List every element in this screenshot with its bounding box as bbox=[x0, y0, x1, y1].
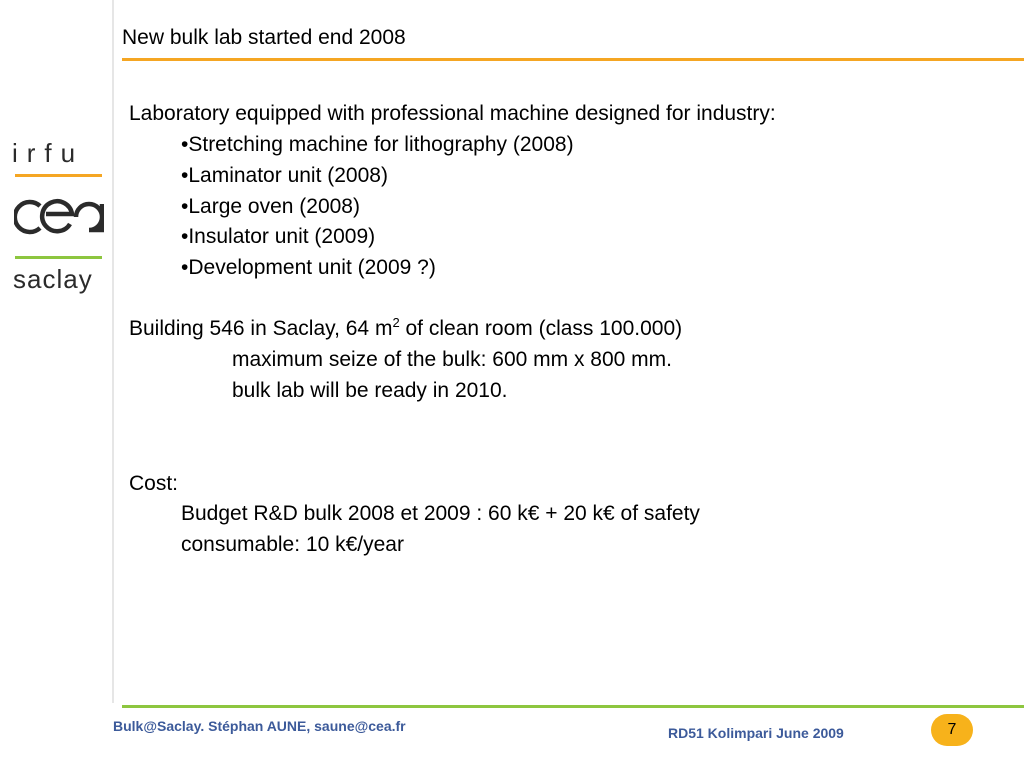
slide-title: New bulk lab started end 2008 bbox=[122, 26, 406, 49]
building-text bbox=[129, 313, 682, 344]
page-number-badge bbox=[931, 714, 973, 746]
building-text-main: Building 546 in Saclay, 64 m bbox=[129, 317, 393, 340]
cost-consumable-text: consumable: 10 k€/year bbox=[181, 533, 404, 556]
bullet-item: •Stretching machine for lithography (2008) bbox=[181, 133, 574, 156]
cost-budget-text: Budget R&D bulk 2008 et 2009 : 60 k€ + 20 k€ of safety bbox=[181, 502, 700, 525]
footer-event: RD51 Kolimpari June 2009 bbox=[668, 725, 844, 741]
footer-divider bbox=[122, 705, 1024, 708]
left-divider bbox=[112, 0, 114, 703]
cost-heading: Cost: bbox=[129, 472, 179, 495]
bullet-item: •Laminator unit (2008) bbox=[181, 164, 388, 187]
irfu-logo: irfu bbox=[12, 138, 85, 168]
bulk-ready-text: bulk lab will be ready in 2010. bbox=[232, 379, 508, 402]
saclay-logo-bar bbox=[15, 256, 102, 259]
superscript: 2 bbox=[392, 315, 400, 330]
bulk-size-text: maximum seize of the bulk: 600 mm x 800 mm. bbox=[232, 348, 672, 371]
title-underline bbox=[122, 58, 1024, 61]
bullet-item: •Insulator unit (2009) bbox=[181, 225, 376, 248]
saclay-logo: saclay bbox=[13, 264, 93, 294]
building-text-rest: of clean room (class 100.000) bbox=[399, 317, 683, 340]
bullet-item: •Development unit (2009 ?) bbox=[181, 256, 436, 279]
page-number: 7 bbox=[947, 721, 957, 738]
footer-author: Bulk@Saclay. Stéphan AUNE, saune@cea.fr bbox=[113, 718, 406, 734]
irfu-logo-bar bbox=[15, 174, 102, 177]
bullet-item: •Large oven (2008) bbox=[181, 195, 360, 218]
intro-text: Laboratory equipped with professional machine designed for industry: bbox=[129, 102, 776, 125]
cea-logo-icon bbox=[14, 196, 104, 238]
